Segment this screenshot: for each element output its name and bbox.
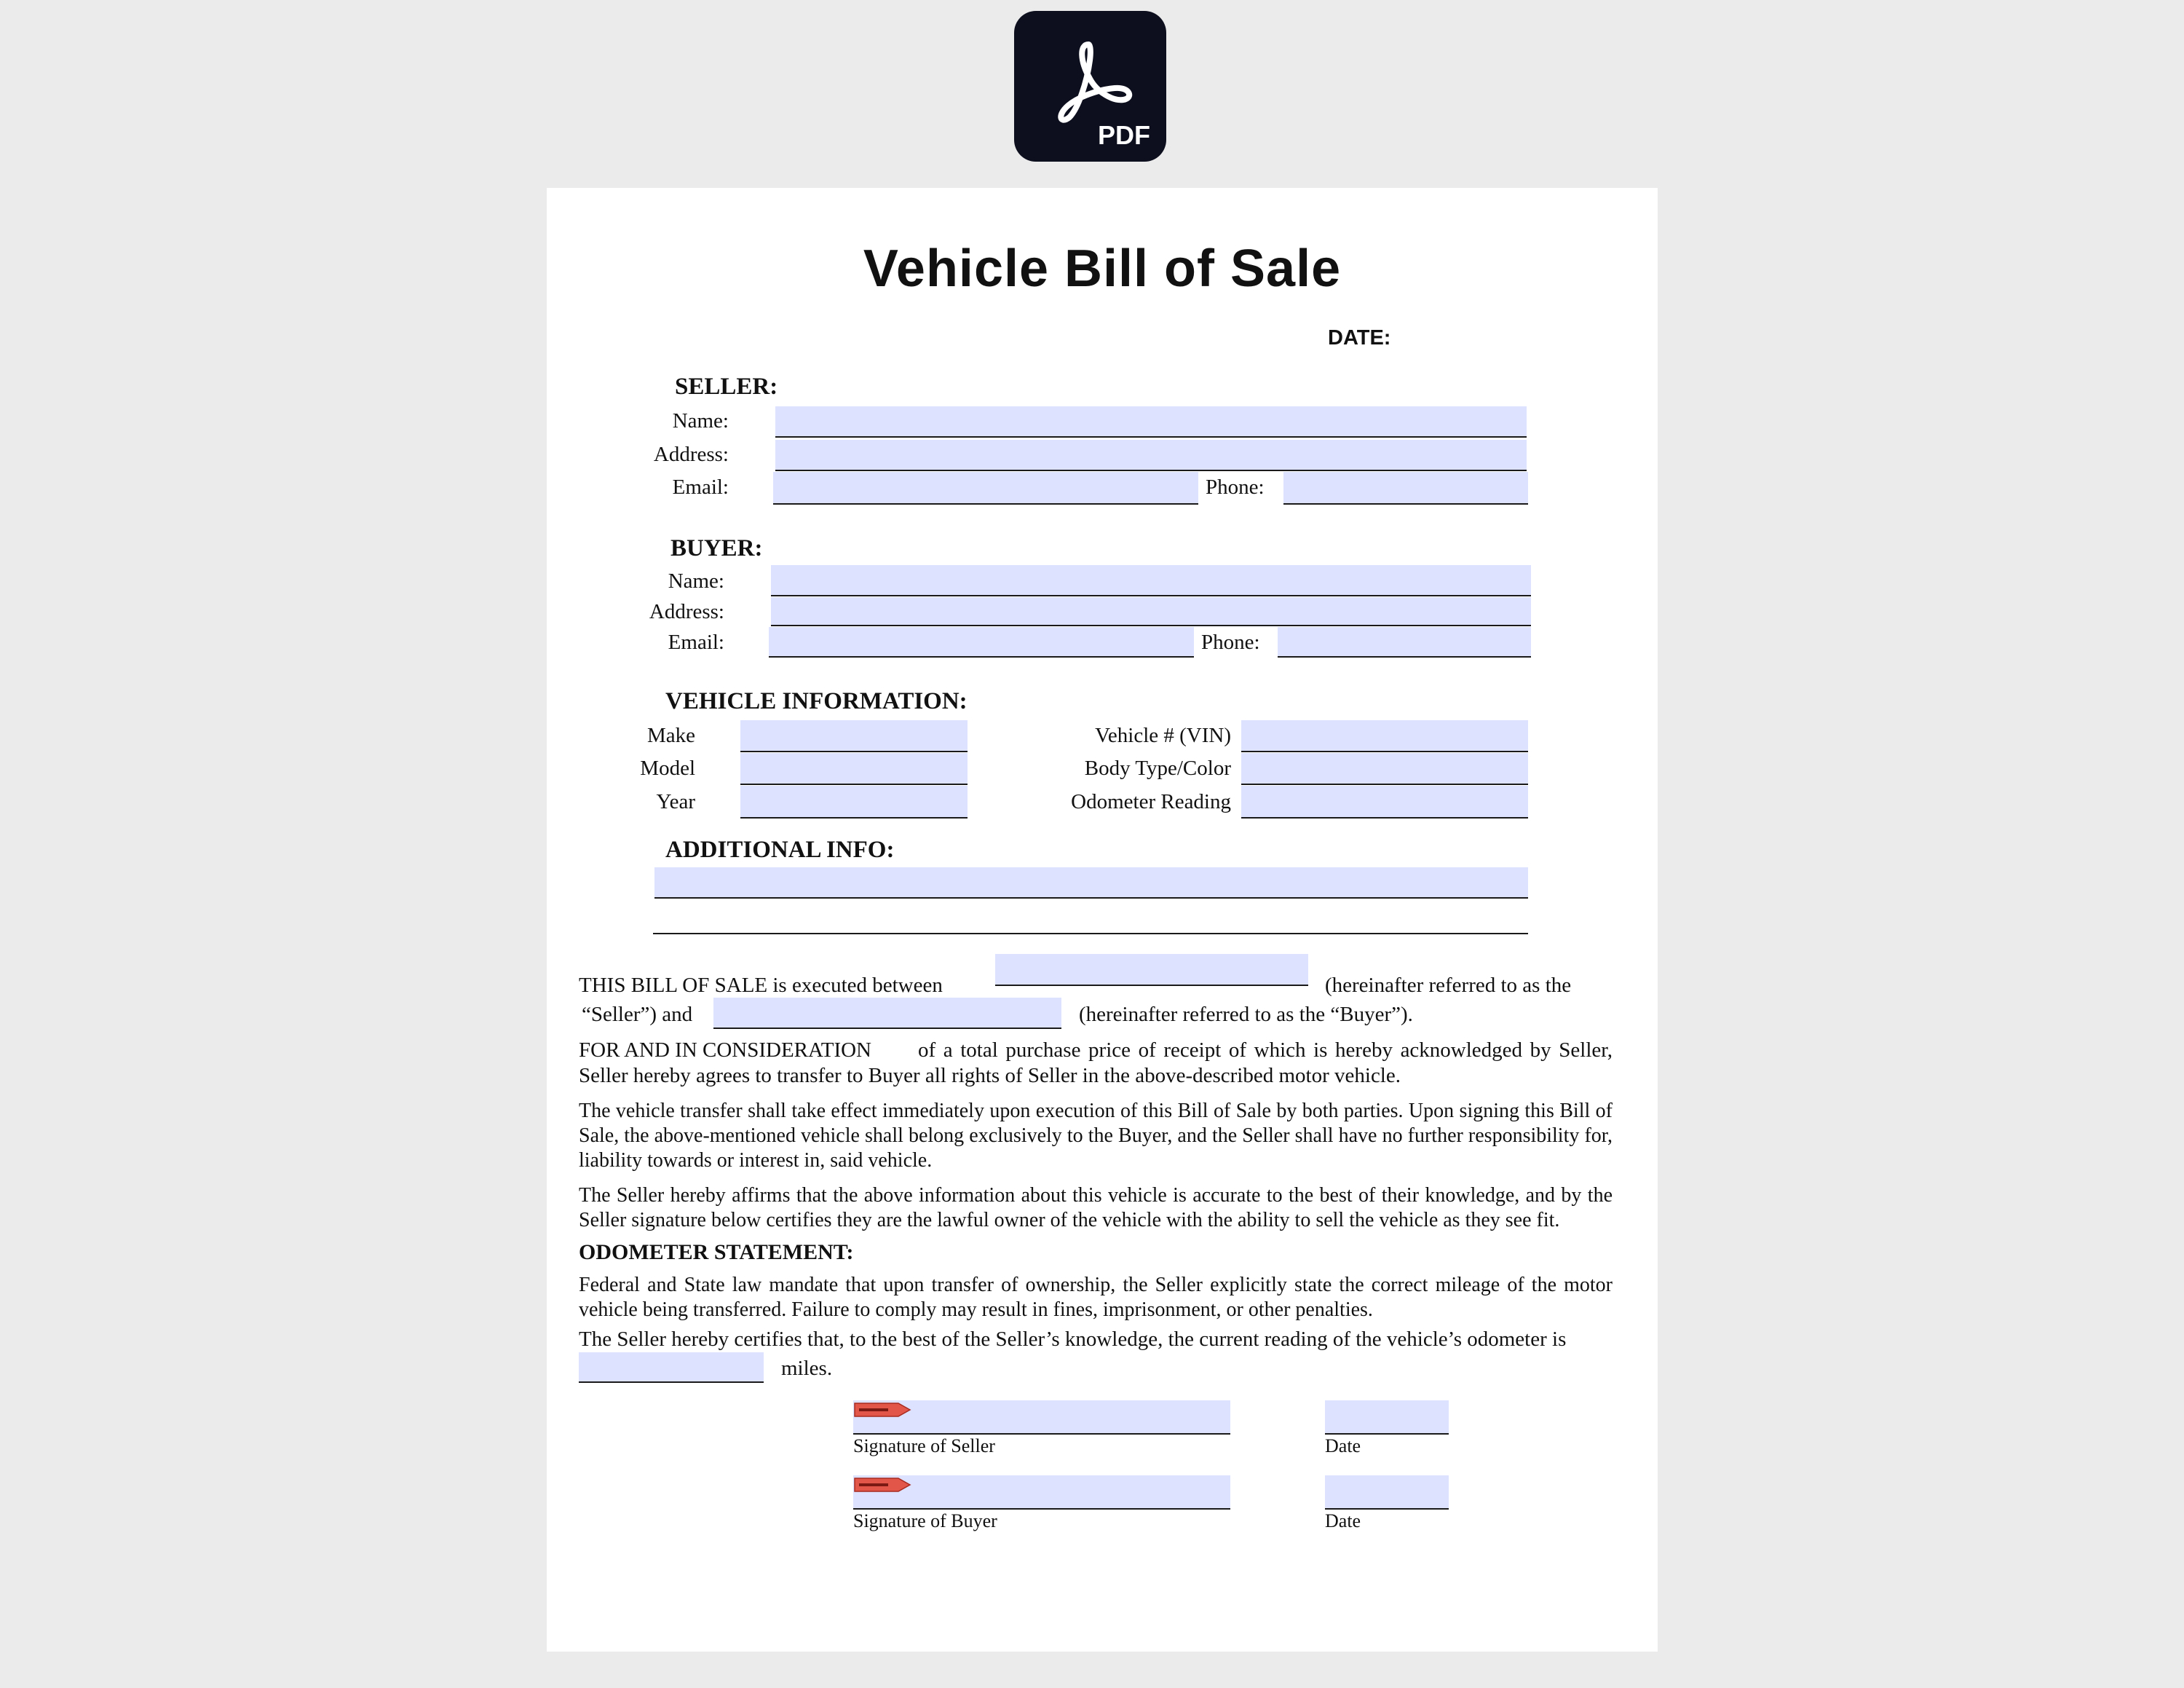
buyer-heading: BUYER: bbox=[670, 535, 763, 561]
consideration-rest: of a total purchase price of receipt of which is hereby acknowledged by Seller, bbox=[918, 1038, 1613, 1062]
buyer-date-label: Date bbox=[1325, 1510, 1361, 1531]
seller-address-label: Address: bbox=[653, 443, 729, 466]
seller-email-label: Email: bbox=[672, 476, 729, 499]
buyer-date-input[interactable] bbox=[1325, 1475, 1449, 1510]
seller-name-label: Name: bbox=[672, 409, 729, 433]
buyer-signature-label: Signature of Buyer bbox=[853, 1510, 997, 1531]
date-label: DATE: bbox=[1328, 326, 1391, 350]
seller-date-label: Date bbox=[1325, 1435, 1361, 1456]
seller-heading: SELLER: bbox=[675, 374, 778, 400]
executed-between-text: THIS BILL OF SALE is executed between bbox=[579, 974, 943, 997]
buyer-address-input[interactable] bbox=[771, 597, 1531, 626]
make-label: Make bbox=[646, 724, 695, 747]
buyer-signature-field[interactable] bbox=[853, 1475, 1230, 1510]
odometer-reading-label: Odometer Reading bbox=[1071, 790, 1231, 813]
additional-info-line-1[interactable] bbox=[654, 867, 1528, 899]
model-input[interactable] bbox=[740, 753, 968, 785]
buyer-email-label: Email: bbox=[668, 631, 724, 654]
page-title: Vehicle Bill of Sale bbox=[863, 240, 1342, 298]
odometer-law-paragraph: Federal and State law mandate that upon transfer of ownership, the Seller explicitly state the correct mileage of the motor vehicle being transferred. Failure to comply may result in fines, imprisonment, or other penalties. bbox=[579, 1274, 1613, 1321]
additional-info-line-2[interactable] bbox=[653, 899, 1528, 934]
referred-buyer-text: (hereinafter referred to as the “Buyer”). bbox=[1079, 1003, 1413, 1026]
miles-label: miles. bbox=[781, 1357, 833, 1380]
body-type-label: Body Type/Color bbox=[1084, 757, 1231, 780]
referred-seller-text: (hereinafter referred to as the bbox=[1325, 974, 1572, 997]
buyer-email-input[interactable] bbox=[769, 627, 1194, 658]
vin-label: Vehicle # (VIN) bbox=[1095, 724, 1231, 747]
seller-phone-input[interactable] bbox=[1283, 472, 1528, 505]
year-input[interactable] bbox=[740, 786, 968, 819]
buyer-phone-input[interactable] bbox=[1278, 627, 1531, 658]
seller-email-input[interactable] bbox=[773, 472, 1198, 505]
vin-input[interactable] bbox=[1241, 720, 1528, 752]
seller-signature-label: Signature of Seller bbox=[853, 1435, 995, 1456]
seller-name-input[interactable] bbox=[775, 406, 1527, 438]
sign-here-tag-icon bbox=[853, 1477, 911, 1493]
buyer-phone-label: Phone: bbox=[1201, 631, 1260, 654]
buyer-name-input[interactable] bbox=[771, 565, 1531, 596]
odometer-reading-input[interactable] bbox=[1241, 786, 1528, 819]
consideration-lead: FOR AND IN CONSIDERATION bbox=[579, 1038, 871, 1062]
additional-info-heading: ADDITIONAL INFO: bbox=[665, 837, 895, 863]
pdf-label: PDF bbox=[1098, 120, 1150, 150]
buyer-address-label: Address: bbox=[649, 600, 724, 623]
consideration-line-2: Seller hereby agrees to transfer to Buyer all rights of Seller in the above-described motor vehicle. bbox=[579, 1064, 1401, 1087]
model-label: Model bbox=[640, 757, 695, 780]
year-label: Year bbox=[656, 790, 695, 813]
seller-and-text: “Seller”) and bbox=[582, 1003, 693, 1026]
odometer-statement-heading: ODOMETER STATEMENT: bbox=[579, 1240, 854, 1264]
vehicle-heading: VEHICLE INFORMATION: bbox=[665, 688, 968, 714]
affirm-paragraph: The Seller hereby affirms that the above information about this vehicle is accurate to the best of their knowledge, and by the Seller signature below certifies they are the lawful owner of the vehicle with the ability to sell the vehicle as they see fit. bbox=[579, 1184, 1613, 1231]
buyer-party-input[interactable] bbox=[713, 998, 1061, 1029]
make-input[interactable] bbox=[740, 720, 968, 752]
acrobat-logo-icon bbox=[1042, 39, 1136, 126]
seller-phone-label: Phone: bbox=[1206, 476, 1265, 499]
seller-date-input[interactable] bbox=[1325, 1400, 1449, 1435]
buyer-name-label: Name: bbox=[668, 569, 724, 593]
document-page bbox=[547, 188, 1658, 1652]
transfer-paragraph: The vehicle transfer shall take effect immediately upon execution of this Bill of Sale by both parties. Upon signing this Bill of Sale, the above-mentioned vehicle shall belong exclusively to the Buyer, and the Seller shall have no further responsibility for, liability towards or interest in, said vehicle. bbox=[579, 1100, 1613, 1172]
odometer-miles-input[interactable] bbox=[579, 1352, 764, 1383]
seller-signature-field[interactable] bbox=[853, 1400, 1230, 1435]
seller-party-input[interactable] bbox=[995, 954, 1308, 986]
pdf-file-icon bbox=[1014, 11, 1166, 162]
sign-here-tag-icon bbox=[853, 1402, 911, 1418]
body-type-input[interactable] bbox=[1241, 753, 1528, 785]
odometer-certify-text: The Seller hereby certifies that, to the best of the Seller’s knowledge, the current reading of the vehicle’s odometer is bbox=[579, 1328, 1567, 1351]
seller-address-input[interactable] bbox=[775, 440, 1527, 471]
